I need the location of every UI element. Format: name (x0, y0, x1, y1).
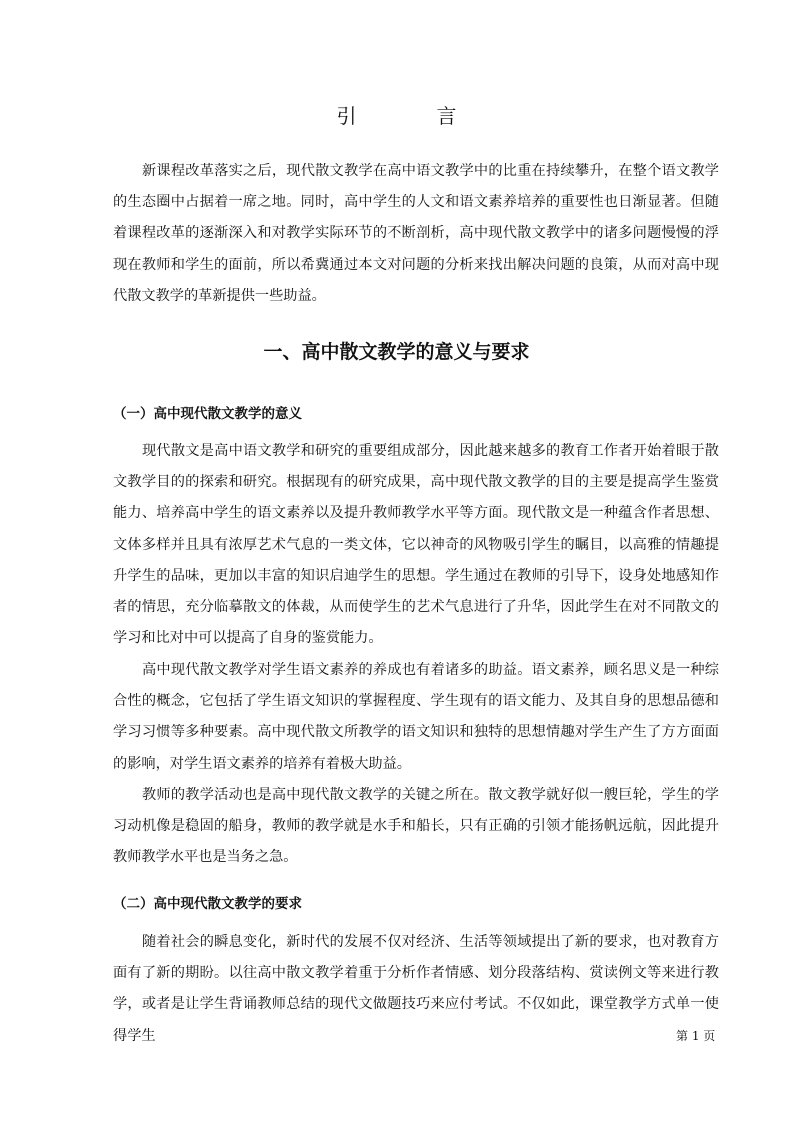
body-paragraph-3: 教师的教学活动也是高中现代散文教学的关键之所在。散文教学就好似一艘巨轮，学生的学习动机像是稳固的船身，教师的教学就是水手和船长，只有正确的引领才能扬帆远航，因此提升教师教学水平也是当务之急。 (113, 787, 719, 866)
body-paragraph-4: 随着社会的瞬息变化，新时代的发展不仅对经济、生活等领域提出了新的要求，也对教育方面有了新的期盼。以往高中散文教学着重于分析作者情感、划分段落结构、赏读例文等来进行教学，或者是让学生背诵教师总结的现代文做题技巧来应付考试。不仅如此，课堂教学方式单一使得学生 (113, 934, 719, 1044)
body-paragraph-1: 现代散文是高中语文教学和研究的重要组成部分，因此越来越多的教育工作者开始着眼于散文教学目的的探索和研究。根据现有的研究成果，高中现代散文教学的目的主要是提高学生鉴赏能力、培养高中学生的语文素养以及提升教师教学水平等方面。现代散文是一种蕴含作者思想、文体多样并且具有浓厚艺术气息的一类文体，它以神奇的风物吸引学生的瞩目，以高雅的情趣提升学生的品味，更加以丰富的知识启迪学生的思想。学生通过在教师的引导下，设身处地感知作者的情思，充分临摹散文的体裁，从而使学生的艺术气息进行了升华，因此学生在对不同散文的学习和比对中可以提高了自身的鉴赏能力。 (113, 443, 719, 647)
subsection-heading-2: （二）高中现代散文教学的要求 (113, 896, 302, 912)
body-paragraph-2: 高中现代散文教学对学生语文素养的养成也有着诸多的助益。语文素养，顾名思义是一种综合性的概念，它包括了学生语文知识的掌握程度、学生现有的语文能力、及其自身的思想品德和学习习惯等多种要素。高中现代散文所教学的语文知识和独特的思想情趣对学生产生了方方面面的影响，对学生语文素养的培养有着极大助益。 (113, 662, 719, 772)
subsection-heading-1: （一）高中现代散文教学的意义 (113, 406, 302, 422)
page-number: 第 1 页 (676, 1029, 716, 1043)
section-heading: 一、高中散文教学的意义与要求 (263, 341, 530, 363)
page-title: 引 言 (336, 104, 487, 128)
intro-paragraph: 新课程改革落实之后，现代散文教学在高中语文教学中的比重在持续攀升，在整个语文教学的生态圈中占据着一席之地。同时，高中学生的人文和语文素养培养的重要性也日渐显著。但随着课程改革的逐渐深入和对教学实际环节的不断剖析，高中现代散文教学中的诸多问题慢慢的浮现在教师和学生的面前，所以希冀通过本文对问题的分析来找出解决问题的良策，从而对高中现代散文教学的革新提供一些助益。 (113, 163, 719, 304)
